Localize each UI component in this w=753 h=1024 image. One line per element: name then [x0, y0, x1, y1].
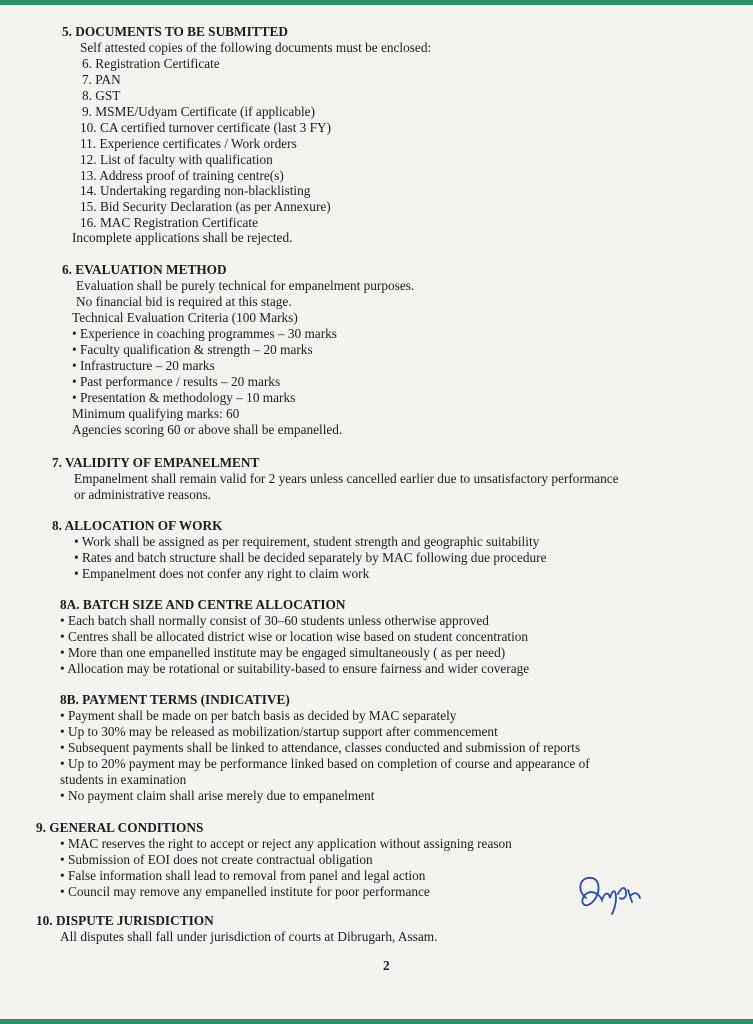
document-item: 8. GST: [82, 88, 121, 103]
section-9-line: • MAC reserves the right to accept or reject any application without assigning reason: [60, 836, 512, 851]
section-6-line: Technical Evaluation Criteria (100 Marks): [72, 310, 298, 325]
section-8b-line: • Subsequent payments shall be linked to attendance, classes conducted and submission of reports: [60, 740, 581, 755]
section-6-line: Evaluation shall be purely technical for empanelment purposes.: [76, 278, 415, 293]
section-7-line: or administrative reasons.: [74, 487, 211, 502]
section-6-line: • Experience in coaching programmes – 30 marks: [72, 326, 337, 341]
section-8b-line: • Payment shall be made on per batch basis as decided by MAC separately: [60, 708, 457, 723]
section-6-line: • Infrastructure – 20 marks: [72, 358, 215, 373]
section-10-line: All disputes shall fall under jurisdiction of courts at Dibrugarh, Assam.: [60, 929, 438, 944]
document-item: 7. PAN: [82, 72, 121, 87]
document-item: 15. Bid Security Declaration (as per Annexure): [80, 199, 331, 214]
section-6-line: Agencies scoring 60 or above shall be empanelled.: [72, 422, 343, 437]
section-8a-heading: 8A. BATCH SIZE AND CENTRE ALLOCATION: [60, 597, 346, 612]
section-6-heading: 6. EVALUATION METHOD: [62, 262, 227, 277]
section-8-line: • Work shall be assigned as per requirement, student strength and geographic suitability: [74, 534, 540, 549]
section-5-note: Incomplete applications shall be rejected.: [72, 230, 293, 245]
section-9-line: • False information shall lead to removal from panel and legal action: [60, 868, 426, 883]
signature-image: [572, 868, 644, 918]
section-9-line: • Submission of EOI does not create contractual obligation: [60, 852, 373, 867]
document-item: 14. Undertaking regarding non-blacklisting: [80, 183, 311, 198]
document-item: 11. Experience certificates / Work orders: [80, 136, 297, 151]
section-6-line: • Past performance / results – 20 marks: [72, 374, 281, 389]
section-8a-line: • Allocation may be rotational or suitability-based to ensure fairness and wider coverage: [60, 661, 530, 676]
document-item: 9. MSME/Udyam Certificate (if applicable): [82, 104, 315, 119]
section-6-line: No financial bid is required at this stage.: [76, 294, 292, 309]
section-6-line: • Faculty qualification & strength – 20 marks: [72, 342, 313, 357]
document-item: 16. MAC Registration Certificate: [80, 215, 258, 230]
document-item: 10. CA certified turnover certificate (last 3 FY): [80, 120, 332, 135]
section-9-heading: 9. GENERAL CONDITIONS: [36, 820, 204, 835]
section-9-line: • Council may remove any empanelled institute for poor performance: [60, 884, 430, 899]
section-8b-heading: 8B. PAYMENT TERMS (INDICATIVE): [60, 692, 290, 707]
section-8b-line: • Up to 20% payment may be performance linked based on completion of course and appearance of: [60, 756, 590, 771]
document-item: 12. List of faculty with qualification: [80, 152, 273, 167]
section-8-line: • Rates and batch structure shall be decided separately by MAC following due procedure: [74, 550, 547, 565]
section-8a-line: • Each batch shall normally consist of 30–60 students unless otherwise approved: [60, 613, 489, 628]
section-8-line: • Empanelment does not confer any right to claim work: [74, 566, 370, 581]
section-8a-line: • Centres shall be allocated district wise or location wise based on student concentration: [60, 629, 529, 644]
section-5-intro: Self attested copies of the following documents must be enclosed:: [80, 40, 432, 55]
section-8b-line: • Up to 30% may be released as mobilization/startup support after commencement: [60, 724, 498, 739]
section-8a-line: • More than one empanelled institute may be engaged simultaneously ( as per need): [60, 645, 506, 660]
section-10-heading: 10. DISPUTE JURISDICTION: [36, 913, 214, 928]
section-8b-line: • No payment claim shall arise merely due to empanelment: [60, 788, 375, 803]
page-number: 2: [383, 958, 390, 973]
section-7-heading: 7. VALIDITY OF EMPANELMENT: [52, 455, 260, 470]
section-8-heading: 8. ALLOCATION OF WORK: [52, 518, 223, 533]
section-6-line: Minimum qualifying marks: 60: [72, 406, 240, 421]
section-8b-line: students in examination: [60, 772, 187, 787]
document-item: 6. Registration Certificate: [82, 56, 220, 71]
section-5-heading: 5. DOCUMENTS TO BE SUBMITTED: [62, 24, 288, 39]
section-7-line: Empanelment shall remain valid for 2 years unless cancelled earlier due to unsatisfactory performance: [74, 471, 619, 486]
section-6-line: • Presentation & methodology – 10 marks: [72, 390, 296, 405]
document-item: 13. Address proof of training centre(s): [80, 168, 284, 183]
